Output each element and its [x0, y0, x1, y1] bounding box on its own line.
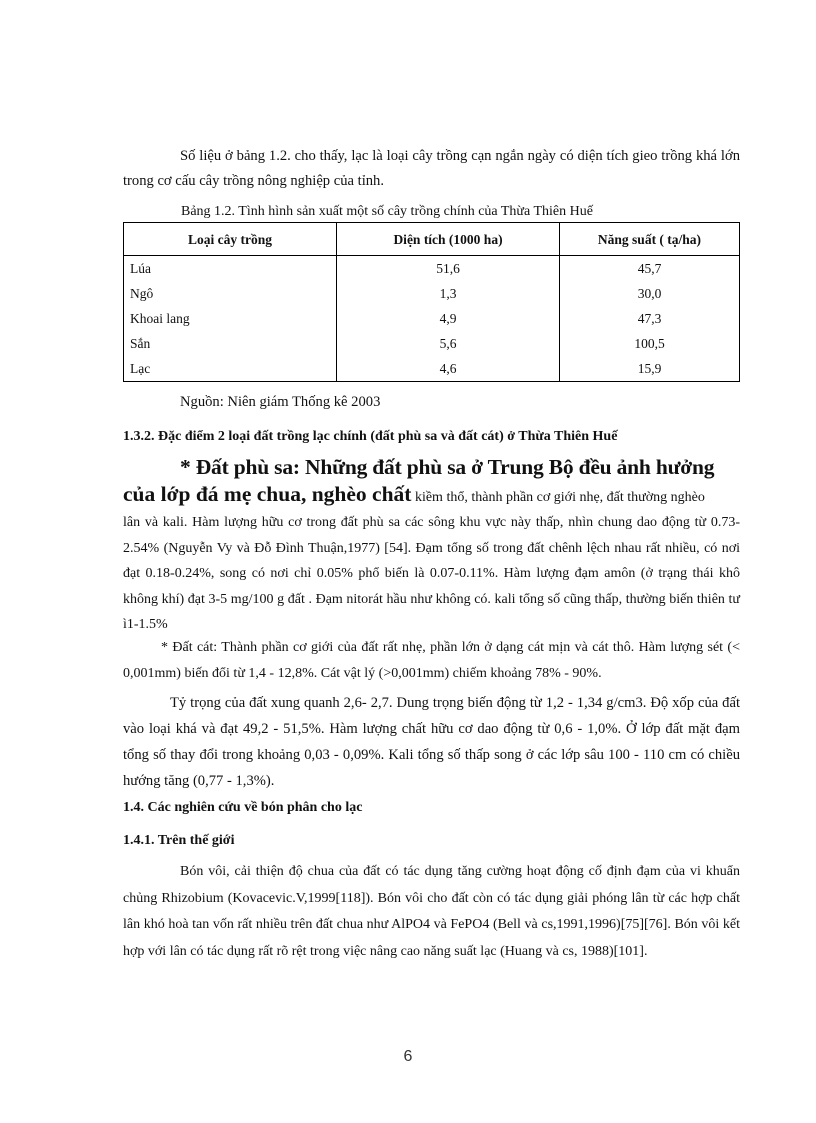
cell-crop: Lạc: [124, 356, 337, 382]
phusa-heading-line2: của lớp đá mẹ chua, nghèo chất: [123, 482, 412, 506]
datcat-paragraph: * Đất cát: Thành phần cơ giới của đất rất nhẹ, phần lớn ở dạng cát mịn và cát thô. Hàm lượng sét (< 0,001mm) biến đổi từ 1,4 - 12,8%. Cát vật lý (>0,001mm) chiếm khoảng 78% - 90%.: [123, 640, 740, 681]
cell-yield: 15,9: [560, 356, 740, 382]
section-heading-1-4: 1.4. Các nghiên cứu về bón phân cho lạc: [123, 800, 363, 815]
phusa-text-rest: lân và kali. Hàm lượng hữu cơ trong đất phù sa các sông khu vực này thấp, nhìn chung dao động từ 0.73-2.54% (Nguyễn Vy và Đỗ Đình Thuận,1977) [54]. Đạm tổng số trong đất chênh lệch nhau rất nhiều, có nơi đạt 0.18-0.24%, song có nơi chỉ 0.05% phổ biến là 0.07-0.11%. Hàm lượng đạm amôn (ở trạng thái khô không khí) đạt 3-5 mg/100 g đất . Đạm nitorát hầu như không có. kali tổng số cũng thấp, thường biến thiên tư ì1-1.5%: [123, 515, 740, 632]
table-header-row: [124, 223, 740, 256]
cell-yield: 45,7: [560, 256, 740, 282]
cell-yield: 30,0: [560, 281, 740, 306]
cell-yield: 47,3: [560, 306, 740, 331]
cell-crop: Lúa: [124, 256, 337, 282]
table-row: [124, 306, 740, 331]
cell-area: 4,9: [337, 306, 560, 331]
col-header-area: Diện tích (1000 ha): [337, 223, 560, 256]
phusa-text-inline: kiềm thổ, thành phần cơ giới nhẹ, đất thường nghèo: [411, 490, 705, 505]
cell-area: 1,3: [337, 281, 560, 306]
cell-area: 51,6: [337, 256, 560, 282]
phusa-heading-line1: * Đất phù sa: Những đất phù sa ở Trung Bộ đều ảnh hưởng: [180, 455, 715, 479]
table-row: [124, 256, 740, 282]
section-heading-1-4-1: 1.4.1. Trên thế giới: [123, 833, 235, 848]
crop-table: [123, 222, 740, 382]
cell-area: 5,6: [337, 331, 560, 356]
cell-crop: Khoai lang: [124, 306, 337, 331]
page-number: 6: [403, 1048, 413, 1065]
intro-paragraph: Số liệu ở bảng 1.2. cho thấy, lạc là loại cây trồng cạn ngắn ngày có diện tích gieo trồng khá lớn trong cơ cấu cây trồng nông nghiệp của tỉnh.: [123, 148, 740, 189]
cell-area: 4,6: [337, 356, 560, 382]
table-row: [124, 331, 740, 356]
cell-yield: 100,5: [560, 331, 740, 356]
cell-crop: Ngô: [124, 281, 337, 306]
table-row: [124, 356, 740, 382]
tytrong-paragraph: Tỷ trọng của đất xung quanh 2,6- 2,7. Dung trọng biến động từ 1,2 - 1,34 g/cm3. Độ xốp của đất vào loại khá và đạt 49,2 - 51,5%. Hàm lượng chất hữu cơ dao động từ 0,6 - 1,0%. Ở lớp đất mặt đạm tổng số thay đổi trong khoảng 0,03 - 0,09%. Kali tổng số thấp song ở các lớp sâu 100 - 110 cm có chiều hướng tăng (0,77 - 1,3%).: [123, 695, 740, 789]
table-source: Nguồn: Niên giám Thống kê 2003: [180, 394, 381, 410]
phusa-paragraph: [123, 454, 740, 638]
col-header-yield: Năng suất ( tạ/ha): [560, 223, 740, 256]
col-header-crop: Loại cây trồng: [124, 223, 337, 256]
table-caption: Bảng 1.2. Tình hình sản xuất một số cây trồng chính của Thừa Thiên Huế: [181, 204, 593, 219]
bonvoi-paragraph: Bón vôi, cải thiện độ chua của đất có tác dụng tăng cường hoạt động cố định đạm của vi khuẩn chủng Rhizobium (Kovacevic.V,1999[118]). Bón vôi cho đất còn có tác dụng giải phóng lân từ các hợp chất lân khó hoà tan vốn rất nhiều trên đất chua như AlPO4 và FePO4 (Bell và cs,1991,1996)[75][76]. Bón vôi kết hợp với lân có tác dụng rất rõ rệt trong việc nâng cao năng suất lạc (Huang và cs, 1988)[101].: [123, 864, 740, 959]
section-heading-1-3-2: 1.3.2. Đặc điểm 2 loại đất trồng lạc chính (đất phù sa và đất cát) ở Thừa Thiên Huế: [123, 429, 618, 444]
table-row: [124, 281, 740, 306]
cell-crop: Sắn: [124, 331, 337, 356]
